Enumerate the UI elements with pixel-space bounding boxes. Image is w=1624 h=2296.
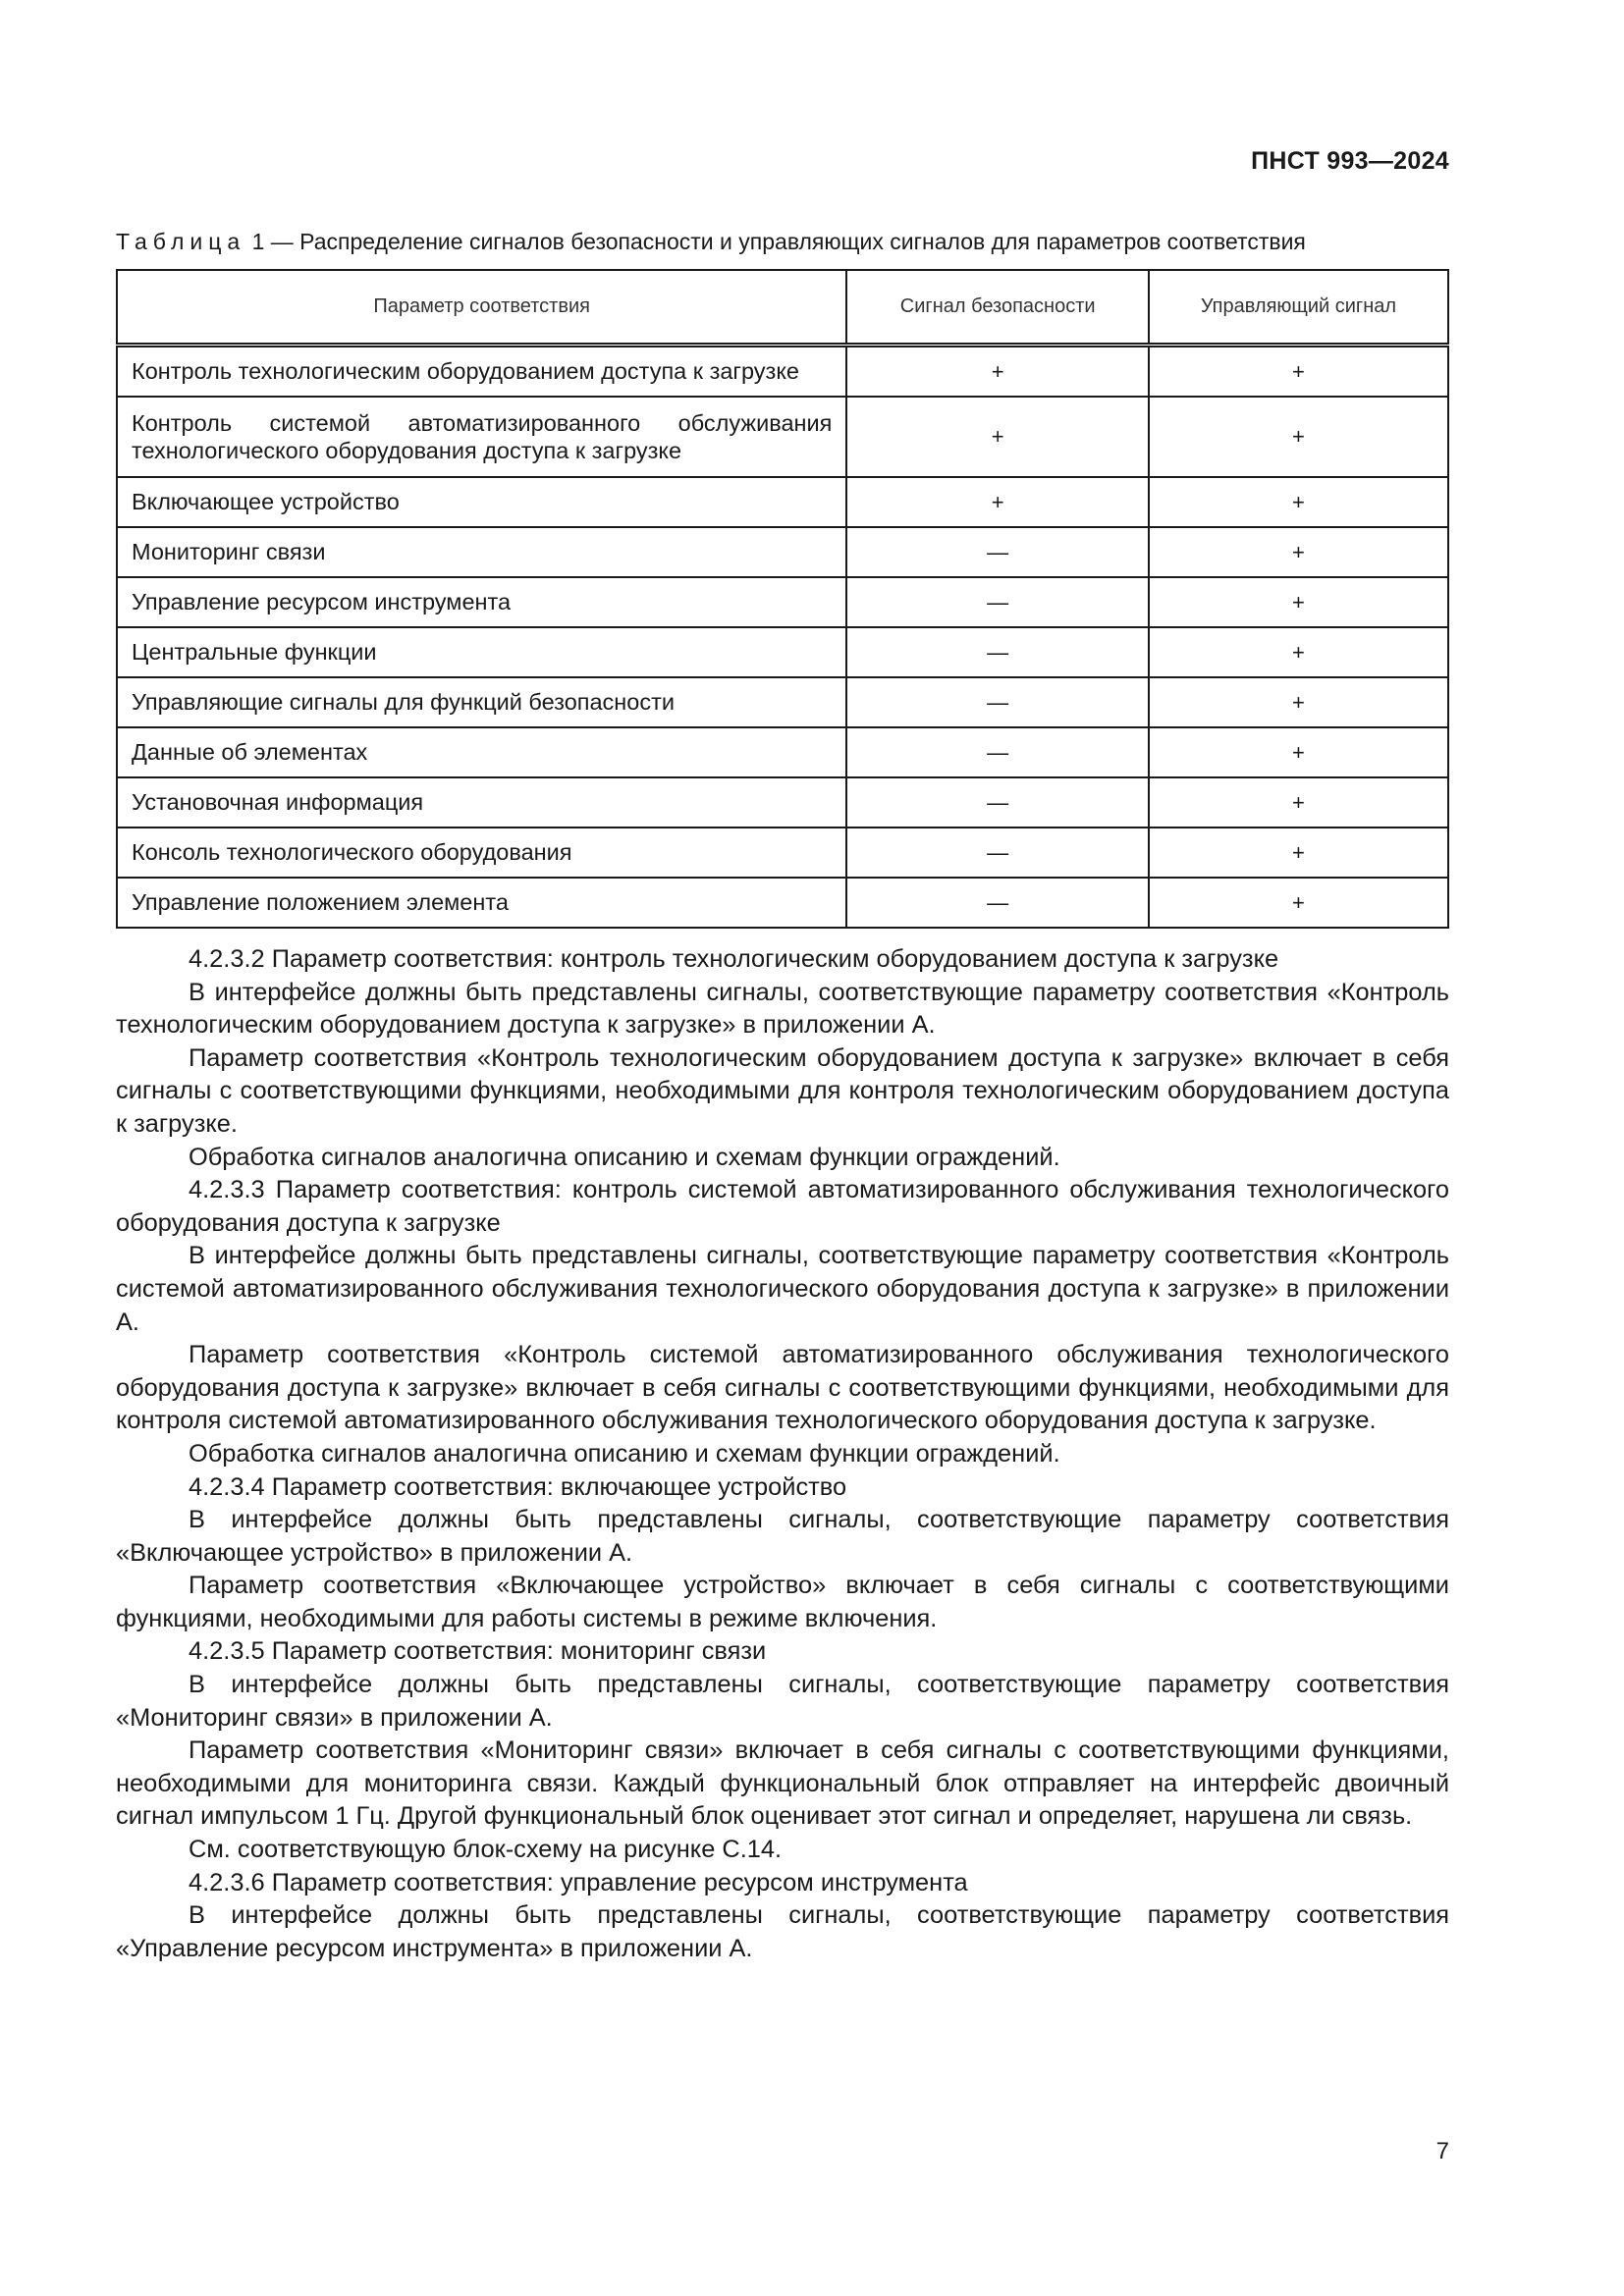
table-row [117,878,1448,928]
page-number: 7 [1435,2138,1449,2164]
parameter-cell: Установочная информация [117,777,846,828]
parameter-cell: Данные об элементах [117,727,846,777]
paragraph: Параметр соответствия «Включающее устройство» включает в себя сигналы с соответствующими функциями, необходимыми для работы системы в режиме включения. [116,1572,1449,1632]
safety-signal-cell: — [846,878,1149,928]
paragraph: В интерфейсе должны быть представлены сигналы, соответствующие параметру соответствия «Контроль системой автоматизированного обслуживания технологического оборудования доступа к загрузке» в приложении А. [116,1242,1449,1336]
body-text [116,943,1449,1965]
control-signal-cell: + [1149,346,1448,398]
paragraph: В интерфейсе должны быть представлены сигналы, соответствующие параметру соответствия «Мониторинг связи» в приложении А. [116,1671,1449,1732]
signals-table [116,269,1449,929]
control-signal-cell: + [1149,627,1448,677]
table-row [117,727,1448,777]
paragraph: Параметр соответствия «Контроль технологическим оборудованием доступа к загрузке» включает в себя сигналы с соответствующими функциями, необходимыми для контроля технологическим оборудованием доступа к загрузке. [116,1043,1449,1138]
parameter-cell: Управление ресурсом инструмента [117,577,846,627]
paragraph: Параметр соответствия «Мониторинг связи» включает в себя сигналы с соответствующими функциями, необходимыми для мониторинга связи. Каждый функциональный блок отправляет на интерфейс двоичный сигнал импульсом 1 Гц. Другой функциональный блок оценивает этот сигнал и определяет, нарушена ли связь. [116,1736,1449,1831]
safety-signal-cell: + [846,397,1149,477]
control-signal-cell: + [1149,777,1448,828]
parameter-cell: Контроль системой автоматизированного обслуживания технологического оборудования доступа к загрузке [117,397,846,477]
safety-signal-cell: + [846,346,1149,398]
column-header-parameter: Параметр соответствия [117,270,846,346]
safety-signal-cell: + [846,477,1149,527]
column-header-control-signal: Управляющий сигнал [1149,270,1448,346]
column-header-safety-signal: Сигнал безопасности [846,270,1149,346]
safety-signal-cell: — [846,527,1149,577]
safety-signal-cell: — [846,577,1149,627]
table-row [117,477,1448,527]
parameter-cell: Управляющие сигналы для функций безопасности [117,677,846,727]
document-id: ПНСТ 993—2024 [1251,147,1449,175]
table-row [117,677,1448,727]
table-row [117,828,1448,878]
section-heading-4-2-3-3: 4.2.3.3 Параметр соответствия: контроль системой автоматизированного обслуживания технологического оборудования доступа к загрузке [116,1176,1449,1237]
safety-signal-cell: — [846,677,1149,727]
section-heading-4-2-3-6: 4.2.3.6 Параметр соответствия: управление ресурсом инструмента [189,1868,968,1896]
table-row [117,627,1448,677]
paragraph: В интерфейсе должны быть представлены сигналы, соответствующие параметру соответствия «Управление ресурсом инструмента» в приложении А. [116,1901,1449,1962]
table-row [117,577,1448,627]
paragraph: Обработка сигналов аналогична описанию и схемам функции ограждений. [189,1143,1060,1171]
control-signal-cell: + [1149,477,1448,527]
parameter-cell: Включающее устройство [117,477,846,527]
parameter-cell: Консоль технологического оборудования [117,828,846,878]
table-row [117,346,1448,398]
control-signal-cell: + [1149,677,1448,727]
control-signal-cell: + [1149,727,1448,777]
table-header-row [117,270,1448,346]
parameter-cell: Мониторинг связи [117,527,846,577]
safety-signal-cell: — [846,828,1149,878]
table-caption-label: Таблица [116,229,246,254]
paragraph: Обработка сигналов аналогична описанию и схемам функции ограждений. [189,1439,1060,1468]
table-row [117,397,1448,477]
control-signal-cell: + [1149,878,1448,928]
section-heading-4-2-3-4: 4.2.3.4 Параметр соответствия: включающее устройство [189,1472,847,1501]
control-signal-cell: + [1149,527,1448,577]
section-heading-4-2-3-5: 4.2.3.5 Параметр соответствия: мониторинг связи [189,1637,767,1666]
paragraph: В интерфейсе должны быть представлены сигналы, соответствующие параметру соответствия «Контроль технологическим оборудованием доступа к загрузке» в приложении А. [116,978,1449,1040]
safety-signal-cell: — [846,777,1149,828]
table-row [117,777,1448,828]
paragraph: Параметр соответствия «Контроль системой автоматизированного обслуживания технологического оборудования доступа к загрузке» включает в себя сигналы с соответствующими функциями, необходимыми для контроля системой автоматизированного обслуживания технологического оборудования доступа к загрузке. [116,1341,1449,1435]
figure-reference: См. соответствующую блок-схему на рисунке С.14. [189,1836,783,1864]
table-caption [116,229,1451,255]
parameter-cell: Управление положением элемента [117,878,846,928]
table-caption-text: 1 — Распределение сигналов безопасности и управляющих сигналов для параметров соответствия [251,229,1306,254]
safety-signal-cell: — [846,627,1149,677]
table-row [117,527,1448,577]
parameter-cell: Контроль технологическим оборудованием доступа к загрузке [117,346,846,398]
control-signal-cell: + [1149,828,1448,878]
parameter-cell: Центральные функции [117,627,846,677]
section-heading-4-2-3-2: 4.2.3.2 Параметр соответствия: контроль технологическим оборудованием доступа к загрузке [189,945,1279,973]
paragraph: В интерфейсе должны быть представлены сигналы, соответствующие параметру соответствия «Включающее устройство» в приложении А. [116,1506,1449,1567]
control-signal-cell: + [1149,397,1448,477]
safety-signal-cell: — [846,727,1149,777]
control-signal-cell: + [1149,577,1448,627]
